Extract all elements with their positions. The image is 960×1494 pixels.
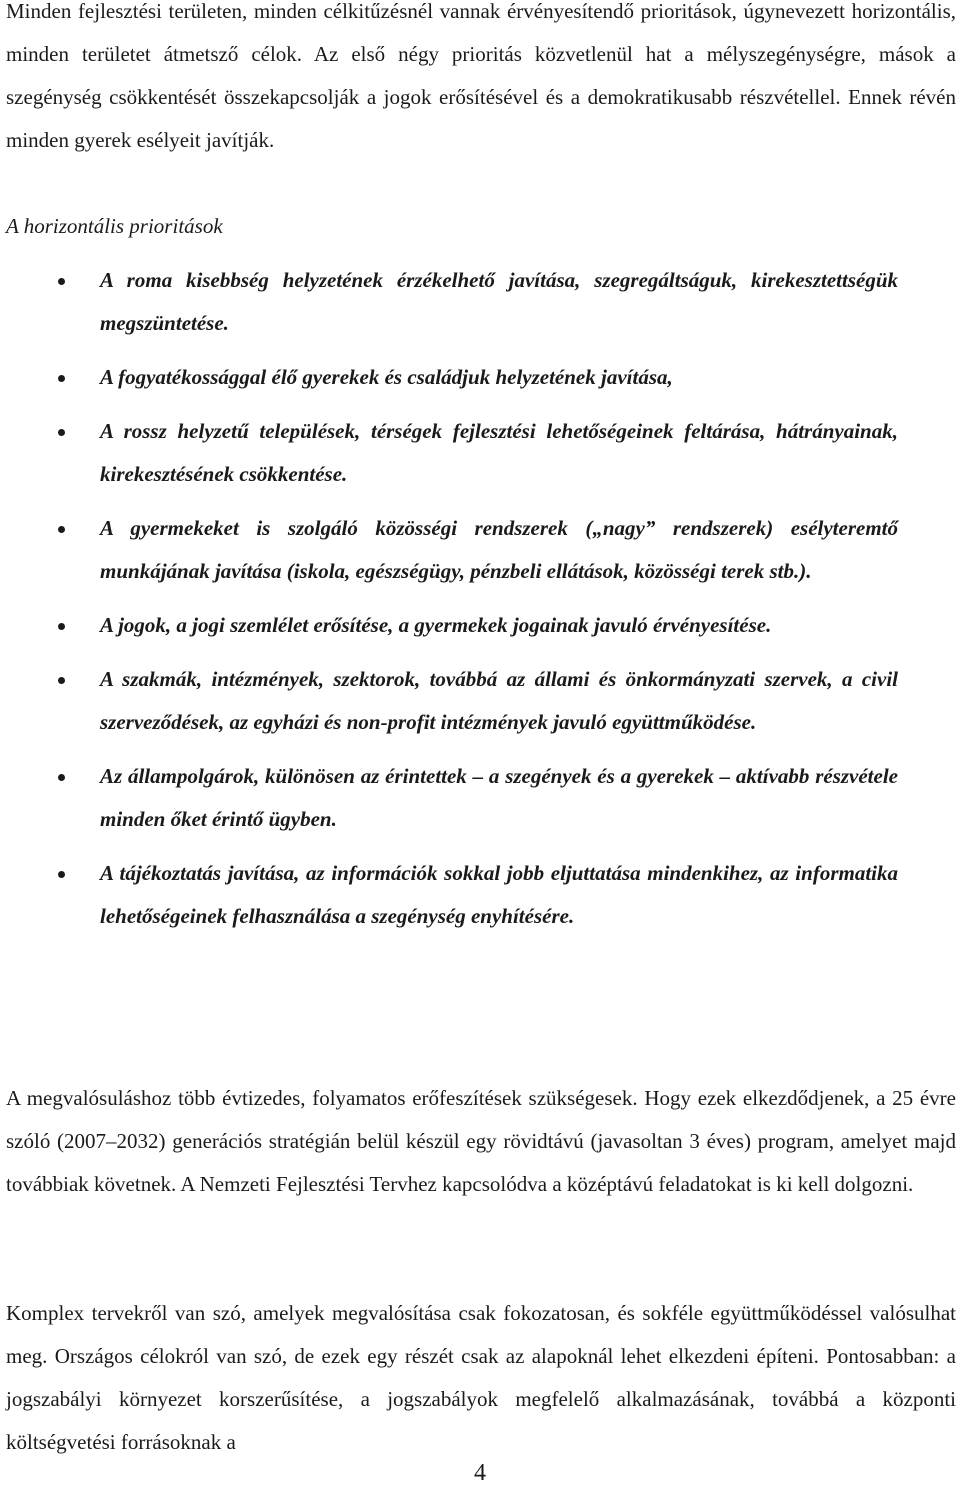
list-item (0, 852, 898, 938)
paragraph-implementation: A megvalósuláshoz több évtizedes, folyamatos erőfeszítések szükségesek. Hogy ezek elkezdődjenek, a 25 évre szóló (2007–2032) generációs stratégián belül készül egy rövidtávú (javasoltan 3 éves) program, amelyet majd továbbiak követnek. A Nemzeti Fejlesztési Tervhez kapcsolódva a középtávú feladatokat is ki kell dolgozni. (6, 1086, 956, 1196)
list-item-text: A roma kisebbség helyzetének érzékelhető javítása, szegregáltságuk, kirekesztettségük megszüntetése. (100, 268, 898, 335)
list-item-text: A fogyatékossággal élő gyerekek és családjuk helyzetének javítása, (100, 365, 673, 389)
bullet-icon (58, 429, 65, 436)
section-heading: A horizontális prioritások (6, 214, 223, 238)
bullet-icon (58, 278, 65, 285)
bullet-icon (58, 375, 65, 382)
priority-list (0, 259, 960, 949)
list-item-text: Az állampolgárok, különösen az érintettek – a szegények és a gyerekek – aktívabb részvétele minden őket érintő ügyben. (100, 764, 898, 831)
bullet-icon (58, 526, 65, 533)
list-item-text: A gyermekeket is szolgáló közösségi rendszerek („nagy” rendszerek) esélyteremtő munkájának javítása (iskola, egészségügy, pénzbeli ellátások, közösségi terek stb.). (100, 516, 898, 583)
list-item (0, 658, 898, 744)
list-item (0, 755, 898, 841)
list-item-text: A rossz helyzetű települések, térségek fejlesztési lehetőségeinek feltárása, hátrányainak, kirekesztésének csökkentése. (100, 419, 898, 486)
list-item (0, 356, 898, 399)
bullet-icon (58, 623, 65, 630)
list-item-text: A tájékoztatás javítása, az információk sokkal jobb eljuttatása mindenkihez, az informatika lehetőségeinek felhasználása a szegénység enyhítésére. (100, 861, 898, 928)
list-item (0, 604, 898, 647)
bullet-icon (58, 871, 65, 878)
list-item-text: A szakmák, intézmények, szektorok, továbbá az állami és önkormányzati szervek, a civil szerveződések, az egyházi és non-profit intézmények javuló együttműködése. (100, 667, 898, 734)
list-item (0, 259, 898, 345)
list-item (0, 410, 898, 496)
list-item (0, 507, 898, 593)
bullet-icon (58, 774, 65, 781)
page-number: 4 (474, 1460, 486, 1486)
list-item-text: A jogok, a jogi szemlélet erősítése, a gyermekek jogainak javuló érvényesítése. (100, 613, 772, 637)
bullet-icon (58, 677, 65, 684)
paragraph-complex-plans: Komplex tervekről van szó, amelyek megvalósítása csak fokozatosan, és sokféle együttműködéssel valósulhat meg. Országos célokról van szó, de ezek egy részét csak az alapoknál lehet elkezdeni építeni. Pontosabban: a jogszabályi környezet korszerűsítése, a jogszabályok megfelelő alkalmazásának, továbbá a központi költségvetési forrásoknak a (6, 1301, 956, 1454)
intro-paragraph: Minden fejlesztési területen, minden célkitűzésnél vannak érvényesítendő prioritások, úgynevezett horizontális, minden területet átmetsző célok. Az első négy prioritás közvetlenül hat a mélyszegénységre, mások a szegénység csökkentését összekapcsolják a jogok erősítésével és a demokratikusabb részvétellel. Ennek révén minden gyerek esélyeit javítják. (6, 0, 956, 152)
